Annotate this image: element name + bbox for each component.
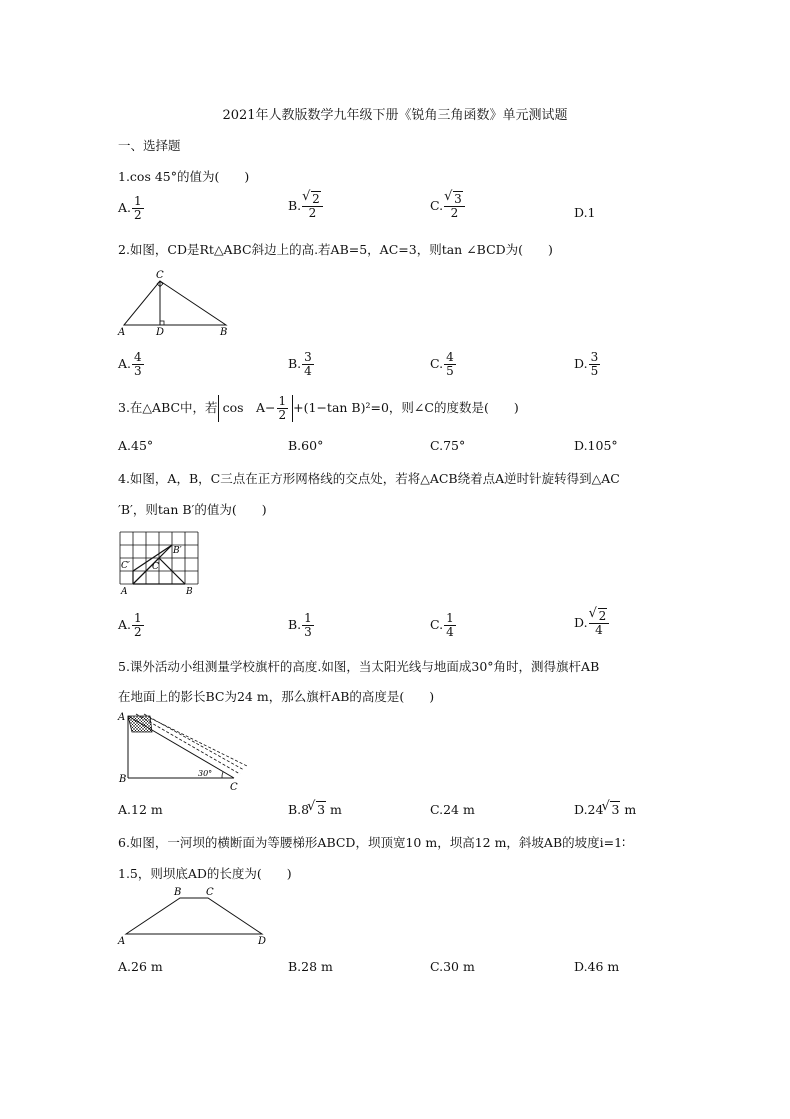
- q3-prefix: 3.在△ABC中，若: [118, 400, 218, 415]
- q4-option-a[interactable]: [118, 612, 144, 639]
- option-label: A.: [118, 617, 132, 632]
- q4-option-b[interactable]: [288, 612, 314, 639]
- option-label: D.24: [574, 802, 604, 817]
- q3-stem: [118, 395, 519, 422]
- q4-label-a: A: [121, 587, 128, 596]
- q6-label-d: D: [258, 936, 267, 946]
- q4-label-c-prime: C′: [121, 561, 130, 571]
- q1-option-c[interactable]: [430, 193, 465, 220]
- unit: m: [326, 802, 342, 817]
- q2-label-b: B: [220, 327, 228, 338]
- absolute-value: cos A− $\frac{1}{2}$: [218, 395, 294, 422]
- q4-label-c: C: [152, 562, 159, 572]
- q6-option-b[interactable]: B.28 m: [288, 959, 333, 974]
- fraction: $\frac{1}{2}$: [134, 194, 142, 222]
- q5-stem-line2: 在地面上的影长BC为24 m，那么旗杆AB的高度是( ): [118, 689, 435, 704]
- q6-label-c: C: [206, 887, 214, 898]
- option-label: B.: [288, 356, 302, 371]
- fraction: $\frac{3}{5}$: [590, 350, 599, 378]
- fraction: $\frac{1}{4}$: [446, 611, 454, 639]
- q5-option-a[interactable]: A.12 m: [118, 802, 163, 817]
- page-title: 2021年人教版数学九年级下册《锐角三角函数》单元测试题: [222, 108, 568, 123]
- q6-label-b: B: [174, 887, 182, 898]
- q6-option-c[interactable]: C.30 m: [430, 959, 475, 974]
- option-label: B.8: [288, 802, 310, 817]
- q6-trapezoid-figure: [116, 884, 272, 946]
- q5-label-c: C: [230, 782, 238, 793]
- q5-option-c[interactable]: C.24 m: [430, 802, 475, 817]
- q2-option-b[interactable]: [288, 351, 314, 378]
- q3-option-c[interactable]: C.75°: [430, 438, 466, 453]
- q1-stem: 1.cos 45°的值为( ): [118, 169, 250, 184]
- q2-option-c[interactable]: [430, 351, 456, 378]
- q5-flagpole-figure: [116, 708, 250, 794]
- q6-stem-line2: 1.5，则坝底AD的长度为( ): [118, 866, 292, 881]
- q6-stem-line1: 6.如图，一河坝的横断面为等腰梯形ABCD，坝顶宽10 m，坝高12 m，斜坡AB的坡度i=1∶: [118, 835, 626, 850]
- q5-option-d[interactable]: [574, 802, 636, 817]
- square-root: √ 3: [603, 802, 620, 817]
- q2-triangle-figure: [116, 268, 236, 340]
- fraction: $\frac{4}{5}$: [446, 350, 454, 378]
- q2-label-a: A: [118, 327, 126, 338]
- q4-label-b: B: [186, 587, 193, 596]
- q6-label-a: A: [118, 936, 126, 946]
- q1-option-d[interactable]: D.1: [574, 205, 596, 220]
- q5-stem-line1: 5.课外活动小组测量学校旗杆的高度.如图，当太阳光线与地面成30°角时，测得旗杆AB: [118, 659, 600, 674]
- q4-option-c[interactable]: [430, 612, 456, 639]
- q4-grid-figure: [118, 530, 202, 596]
- option-label: B.: [288, 198, 302, 213]
- fraction: √ $\frac{3}{2}$: [444, 193, 465, 220]
- q4-stem-line1: 4.如图，A，B，C三点在正方形网格线的交点处，若将△ACB绕着点A逆时针旋转得到△AC: [118, 471, 620, 486]
- q6-option-d[interactable]: D.46 m: [574, 959, 620, 974]
- square-root: √ 3: [309, 802, 326, 817]
- q3-option-b[interactable]: B.60°: [288, 438, 324, 453]
- option-label: C.: [430, 356, 444, 371]
- q3-option-a[interactable]: A.45°: [118, 438, 154, 453]
- q3-option-d[interactable]: D.105°: [574, 438, 618, 453]
- fraction: √ $\frac{2}{4}$: [589, 610, 610, 637]
- option-label: A.: [118, 200, 132, 215]
- q4-label-b-prime: B′: [173, 546, 182, 556]
- q5-label-b: B: [119, 774, 127, 785]
- q6-option-a[interactable]: A.26 m: [118, 959, 163, 974]
- option-label: B.: [288, 617, 302, 632]
- option-label: A.: [118, 356, 132, 371]
- q4-option-d[interactable]: [574, 610, 609, 637]
- fraction: $\frac{1}{2}$: [134, 611, 142, 639]
- fraction: $\frac{3}{4}$: [304, 350, 312, 378]
- q1-option-b[interactable]: [288, 193, 323, 220]
- fraction: √ $\frac{2}{2}$: [302, 193, 323, 220]
- q1-option-a[interactable]: [118, 195, 144, 222]
- q2-label-d: D: [156, 327, 165, 338]
- q4-stem-line2: ′B′，则tan B′的值为( ): [118, 502, 267, 517]
- q5-label-a: A: [118, 712, 126, 723]
- option-label: D.: [574, 615, 588, 630]
- unit: m: [620, 802, 637, 817]
- q3-suffix: +(1−tan B)²=0，则∠C的度数是( ): [293, 400, 519, 415]
- option-label: C.: [430, 198, 444, 213]
- q2-stem: 2.如图，CD是Rt△ABC斜边上的高.若AB=5，AC=3，则tan ∠BCD为( ): [118, 242, 553, 257]
- option-label: C.: [430, 617, 444, 632]
- fraction: $\frac{1}{3}$: [304, 611, 312, 639]
- section-heading: 一、选择题: [118, 138, 181, 153]
- q2-label-c: C: [156, 270, 164, 281]
- q5-angle-label: 30°: [198, 769, 213, 778]
- option-label: D.: [574, 356, 588, 371]
- q2-option-a[interactable]: [118, 351, 144, 378]
- q5-option-b[interactable]: [288, 802, 342, 817]
- fraction: $\frac{4}{3}$: [134, 350, 142, 378]
- q2-option-d[interactable]: [574, 351, 600, 378]
